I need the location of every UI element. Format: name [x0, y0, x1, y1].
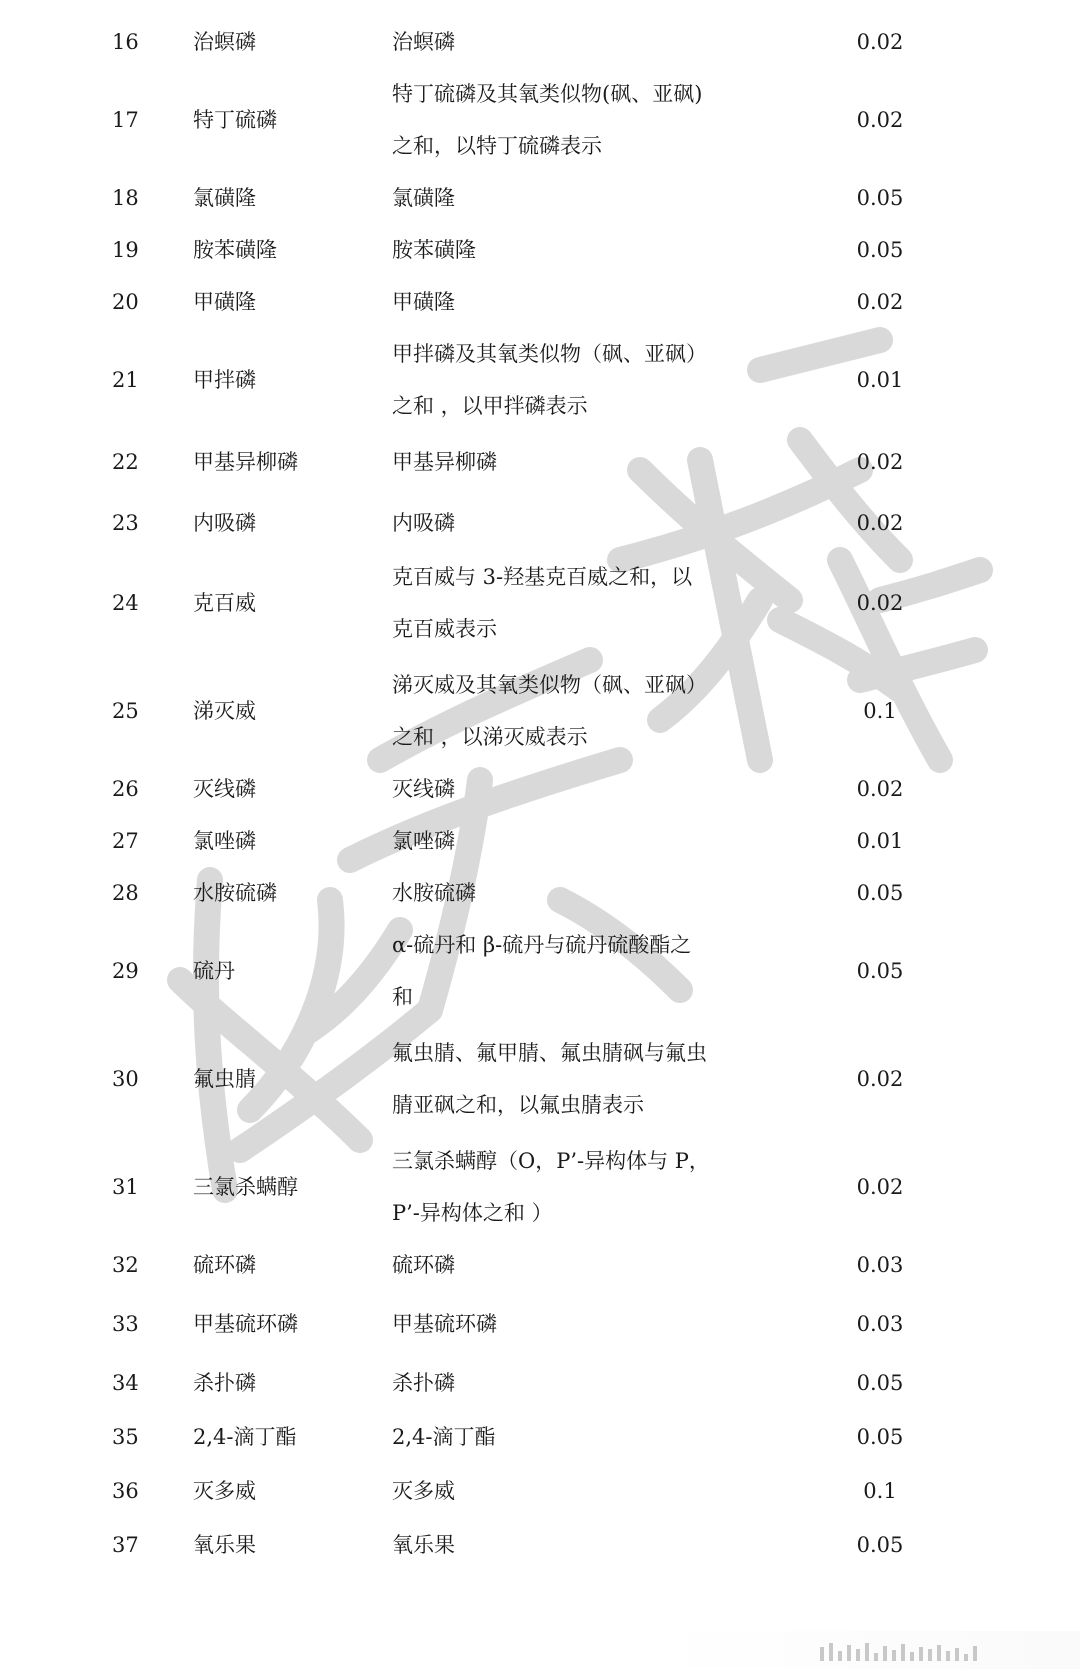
limit-value: 0.05	[856, 238, 904, 262]
definition-line: 三氯杀螨醇（O，P’-异构体与 P，	[392, 1149, 710, 1173]
definition-line: 2,4-滴丁酯	[392, 1425, 496, 1449]
definition-line: 内吸磷	[392, 511, 455, 535]
limit-value: 0.03	[856, 1253, 904, 1277]
residue-definition	[392, 436, 772, 488]
residue-definition	[392, 276, 772, 328]
pesticide-name: 涕灭威	[193, 699, 256, 723]
definition-line: 氧乐果	[392, 1533, 455, 1557]
residue-definition	[392, 497, 772, 549]
pesticide-name: 内吸磷	[193, 511, 256, 535]
residue-definition	[392, 551, 772, 655]
definition-line: 甲基硫环磷	[392, 1312, 497, 1336]
definition-line: 杀扑磷	[392, 1371, 455, 1395]
definition-line: 克百威与 3-羟基克百威之和，以	[392, 565, 693, 589]
pesticide-name: 硫环磷	[193, 1253, 256, 1277]
pesticide-name: 硫丹	[193, 959, 235, 983]
pesticide-name: 甲基异柳磷	[193, 450, 298, 474]
definition-line: 硫环磷	[392, 1253, 455, 1277]
limit-value: 0.02	[856, 777, 904, 801]
definition-line: 甲基异柳磷	[392, 450, 497, 474]
pesticide-name: 灭线磷	[193, 777, 256, 801]
residue-definition	[392, 1465, 772, 1517]
row-number: 37	[112, 1533, 139, 1557]
row-number: 30	[112, 1067, 139, 1091]
blurred-signature-icon	[820, 1643, 1040, 1661]
limit-value: 0.02	[856, 290, 904, 314]
residue-definition	[392, 919, 772, 1023]
definition-line: 胺苯磺隆	[392, 238, 476, 262]
row-number: 28	[112, 881, 139, 905]
residue-definition	[392, 763, 772, 815]
definition-line: 氟虫腈、氟甲腈、氟虫腈砜与氟虫	[392, 1041, 707, 1065]
row-number: 34	[112, 1371, 139, 1395]
pesticide-name: 甲磺隆	[193, 290, 256, 314]
row-number: 18	[112, 186, 139, 210]
row-number: 16	[112, 30, 139, 54]
limit-value: 0.02	[856, 450, 904, 474]
row-number: 29	[112, 959, 139, 983]
pesticide-name: 灭多威	[193, 1479, 256, 1503]
pesticide-name: 氯磺隆	[193, 186, 256, 210]
residue-definition	[392, 1519, 772, 1571]
definition-line: 甲磺隆	[392, 290, 455, 314]
pesticide-name: 甲基硫环磷	[193, 1312, 298, 1336]
pesticide-name: 三氯杀螨醇	[193, 1175, 298, 1199]
definition-line: 之和 ，以甲拌磷表示	[392, 394, 588, 418]
definition-line: 氯磺隆	[392, 186, 455, 210]
definition-line: 氯唑磷	[392, 829, 455, 853]
row-number: 27	[112, 829, 139, 853]
row-number: 33	[112, 1312, 139, 1336]
residue-definition	[392, 1411, 772, 1463]
limit-value: 0.02	[856, 511, 904, 535]
residue-definition	[392, 867, 772, 919]
residue-definition	[392, 815, 772, 867]
limit-value: 0.05	[856, 1425, 904, 1449]
limit-value: 0.1	[863, 699, 897, 723]
definition-line: 水胺硫磷	[392, 881, 476, 905]
limit-value: 0.05	[856, 186, 904, 210]
pesticide-name: 氟虫腈	[193, 1067, 256, 1091]
limit-value: 0.03	[856, 1312, 904, 1336]
definition-line: 之和 ，以涕灭威表示	[392, 725, 588, 749]
definition-line: 甲拌磷及其氧类似物（砜、亚砜）	[392, 342, 707, 366]
residue-definition	[392, 16, 772, 68]
definition-line: α-硫丹和 β-硫丹与硫丹硫酸酯之	[392, 933, 692, 957]
pesticide-name: 克百威	[193, 591, 256, 615]
definition-line: 灭线磷	[392, 777, 455, 801]
pesticide-name: 2,4-滴丁酯	[193, 1425, 297, 1449]
definition-line: 和	[392, 985, 413, 1009]
bottom-overlay	[0, 1631, 1080, 1669]
limit-value: 0.02	[856, 1175, 904, 1199]
row-number: 22	[112, 450, 139, 474]
residue-definition	[392, 1239, 772, 1291]
definition-line: 治螟磷	[392, 30, 455, 54]
limit-value: 0.05	[856, 1371, 904, 1395]
pesticide-name: 杀扑磷	[193, 1371, 256, 1395]
limit-value: 0.05	[856, 1533, 904, 1557]
row-number: 35	[112, 1425, 139, 1449]
row-number: 25	[112, 699, 139, 723]
pesticide-name: 甲拌磷	[193, 368, 256, 392]
residue-definition	[392, 1357, 772, 1409]
limit-value: 0.02	[856, 108, 904, 132]
pesticide-name: 水胺硫磷	[193, 881, 277, 905]
definition-line: 灭多威	[392, 1479, 455, 1503]
residue-definition	[392, 1027, 772, 1131]
limit-value: 0.01	[856, 368, 904, 392]
residue-definition	[392, 328, 772, 432]
limit-value: 0.02	[856, 30, 904, 54]
definition-line: 腈亚砜之和，以氟虫腈表示	[392, 1093, 644, 1117]
definition-line: 克百威表示	[392, 617, 497, 641]
limit-value: 0.05	[856, 959, 904, 983]
row-number: 23	[112, 511, 139, 535]
residue-definition	[392, 1298, 772, 1350]
pesticide-name: 氧乐果	[193, 1533, 256, 1557]
row-number: 26	[112, 777, 139, 801]
residue-definition	[392, 172, 772, 224]
pesticide-name: 氯唑磷	[193, 829, 256, 853]
row-number: 36	[112, 1479, 139, 1503]
residue-definition	[392, 68, 772, 172]
residue-definition	[392, 1135, 772, 1239]
row-number: 19	[112, 238, 139, 262]
row-number: 24	[112, 591, 139, 615]
residue-definition	[392, 659, 772, 763]
limit-value: 0.02	[856, 1067, 904, 1091]
definition-line: P’-异构体之和 ）	[392, 1201, 553, 1225]
pesticide-name: 胺苯磺隆	[193, 238, 277, 262]
limit-value: 0.05	[856, 881, 904, 905]
row-number: 17	[112, 108, 139, 132]
row-number: 31	[112, 1175, 139, 1199]
residue-definition	[392, 224, 772, 276]
pesticide-name: 治螟磷	[193, 30, 256, 54]
row-number: 32	[112, 1253, 139, 1277]
definition-line: 特丁硫磷及其氧类似物(砜、亚砜)	[392, 82, 703, 106]
row-number: 21	[112, 368, 139, 392]
definition-line: 之和，以特丁硫磷表示	[392, 134, 602, 158]
pesticide-name: 特丁硫磷	[193, 108, 277, 132]
definition-line: 涕灭威及其氧类似物（砜、亚砜）	[392, 673, 707, 697]
row-number: 20	[112, 290, 139, 314]
limit-value: 0.01	[856, 829, 904, 853]
limit-value: 0.02	[856, 591, 904, 615]
limit-value: 0.1	[863, 1479, 897, 1503]
